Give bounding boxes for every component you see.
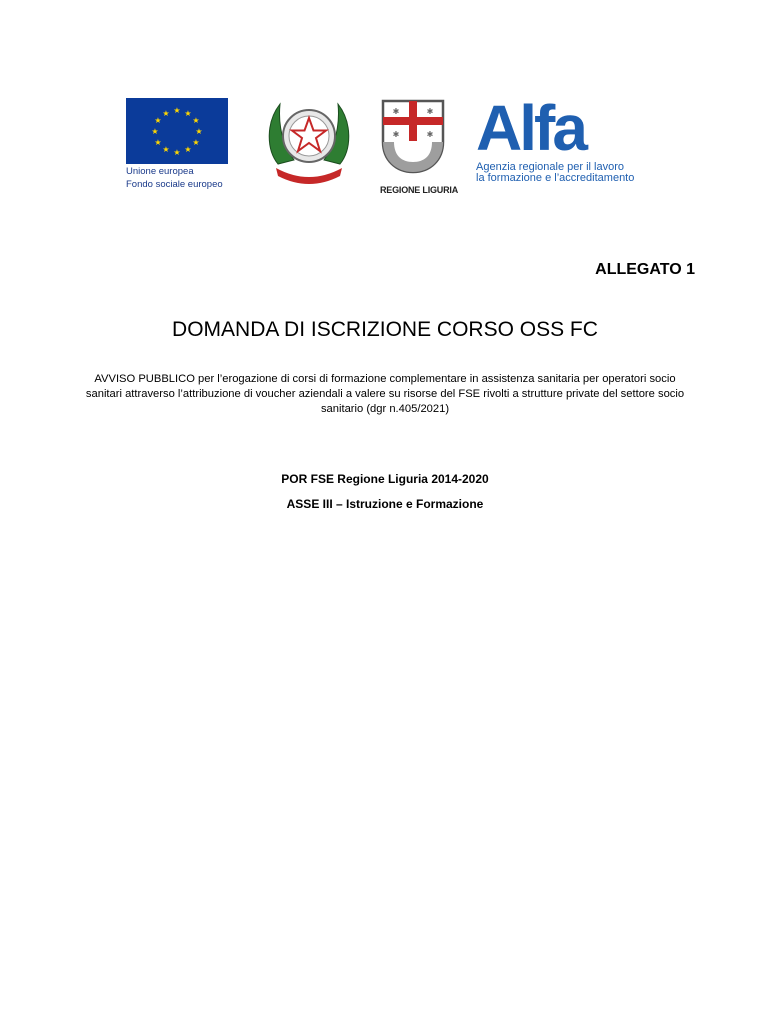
svg-text:✱: ✱: [426, 107, 434, 116]
alfa-wordmark: Alfa: [476, 92, 585, 164]
eu-flag-icon: [126, 98, 228, 164]
svg-text:★: ★: [195, 127, 203, 136]
svg-text:✱: ✱: [392, 107, 400, 116]
eu-logo: [126, 98, 230, 190]
regione-liguria-logo: [380, 98, 458, 195]
svg-text:★: ★: [154, 116, 162, 125]
svg-text:★: ★: [173, 106, 181, 115]
svg-text:★: ★: [184, 109, 192, 118]
alfa-logo: [476, 92, 656, 184]
svg-text:★: ★: [154, 138, 162, 147]
svg-text:✱: ✱: [392, 130, 400, 139]
svg-text:✱: ✱: [426, 130, 434, 139]
svg-text:★: ★: [192, 138, 200, 147]
svg-text:★: ★: [162, 109, 170, 118]
alfa-tagline: [476, 162, 656, 184]
regione-liguria-shield-icon: [380, 98, 446, 176]
svg-text:★: ★: [151, 127, 159, 136]
allegato-label: ALLEGATO 1: [595, 261, 695, 278]
liguria-caption: REGIONE LIGURIA: [380, 185, 459, 195]
svg-text:★: ★: [173, 148, 181, 157]
avviso-paragraph: AVVISO PUBBLICO per l’erogazione di corsi di formazione complementare in assistenza sanitaria per operatori socio sanitari attraverso l’attribuzione di voucher aziendali a valere su risorse del FSE rivolti a strutture private del settore socio sanitario (dgr n.405/2021): [85, 373, 685, 415]
svg-text:★: ★: [192, 116, 200, 125]
eu-caption-2: Fondo sociale europeo: [126, 179, 223, 190]
page-title: DOMANDA DI ISCRIZIONE CORSO OSS FC: [172, 318, 598, 341]
logo-header: [0, 94, 770, 194]
asse-heading: ASSE III – Istruzione e Formazione: [286, 497, 484, 511]
alfa-tagline-line2: la formazione e l’accreditamento: [476, 172, 635, 184]
svg-text:★: ★: [184, 145, 192, 154]
repubblica-italiana-emblem-icon: [264, 94, 354, 186]
eu-caption-1: Unione europea: [126, 166, 194, 177]
svg-text:★: ★: [162, 145, 170, 154]
alfa-tagline-line1: Agenzia regionale per il lavoro: [476, 161, 624, 173]
por-fse-heading: POR FSE Regione Liguria 2014-2020: [281, 472, 489, 486]
